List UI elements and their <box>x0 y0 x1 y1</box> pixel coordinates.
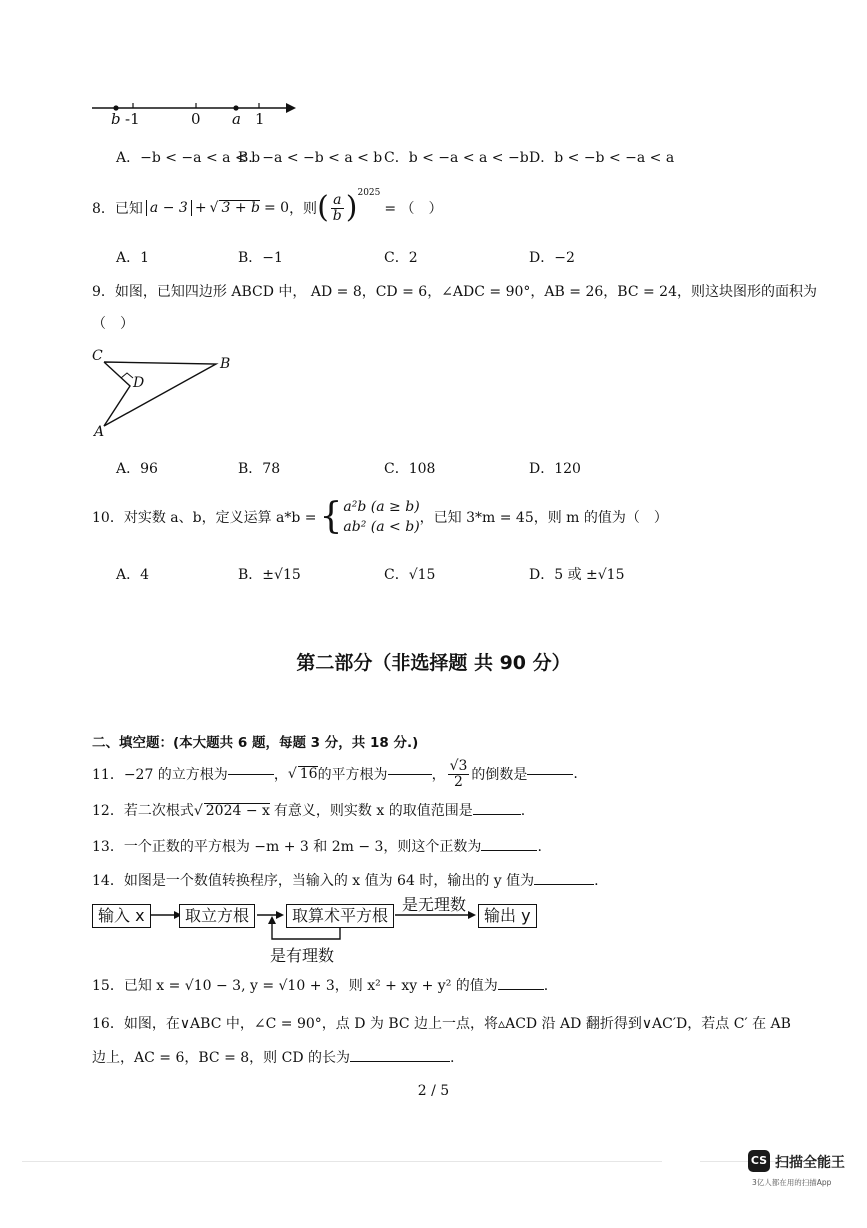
q12-sqrt-sign <box>194 803 203 819</box>
page-number: 2 / 5 <box>417 1083 450 1099</box>
q8-plus: + <box>194 200 207 216</box>
number-line-label-minus1: -1 <box>125 110 140 128</box>
q8-sqrt-expr: 3 + b <box>221 199 260 216</box>
camscanner-brand: 扫描全能王 <box>775 1155 845 1171</box>
q8-eq-zero: = 0 <box>263 200 290 216</box>
q8-then: ，则 <box>289 201 318 217</box>
q9-quadrilateral-figure <box>90 346 240 442</box>
q11-blank-2[interactable] <box>388 774 432 775</box>
number-line-label-0: 0 <box>191 110 201 128</box>
q9-option-d: D．120 <box>529 461 581 477</box>
q7-option-c: C．b < −a < a < −b <box>384 150 529 166</box>
q13-blank[interactable] <box>481 850 537 851</box>
q8-number: 8． <box>92 201 115 217</box>
q10-option-b: B．±√15 <box>238 567 301 583</box>
q10-option-a: A．4 <box>116 567 150 583</box>
q8-text-pre: 已知 <box>114 201 143 217</box>
question-14 <box>92 870 599 890</box>
question-10 <box>92 495 668 539</box>
q9-option-a: A．96 <box>116 461 158 477</box>
q10-text-pre: 10．对实数 a、b，定义运算 a*b = <box>92 510 317 526</box>
q11-frac-num: √3 <box>449 757 468 774</box>
q12-part-2: 有意义，则实数 x 的取值范围是 <box>273 803 473 819</box>
q8-option-c: C．2 <box>384 250 418 266</box>
section2-heading: 二、填空题：(本大题共 6 题，每题 3 分，共 18 分.) <box>92 735 419 751</box>
flow-cube-root-box: 取立方根 <box>179 904 255 928</box>
q8-option-d: D．−2 <box>529 250 575 266</box>
q11-part-4: ， <box>431 767 446 783</box>
q8-frac-num: a <box>331 193 344 209</box>
q14-part-1: 14．如图是一个数值转换程序，当输入的 x 值为 64 时，输出的 y 值为 <box>92 873 535 889</box>
q13-part-1: 13．一个正数的平方根为 −m + 3 和 2m − 3，则这个正数为 <box>92 839 482 855</box>
q15-blank[interactable] <box>498 989 544 990</box>
flow-input-box: 输入 x <box>92 904 151 928</box>
q11-fraction <box>448 759 470 789</box>
q8-paren-right: ) <box>345 190 358 225</box>
flow-irrational-label: 是无理数 <box>402 895 467 914</box>
q10-option-c: C．√15 <box>384 567 436 583</box>
q9-option-b: B．78 <box>238 461 281 477</box>
flow-sqrt-box: 取算术平方根 <box>286 904 394 928</box>
q16-line-2-wrap <box>92 1047 454 1067</box>
question-12 <box>92 800 525 820</box>
q9-paren: （ ） <box>92 316 134 332</box>
q13-end: . <box>537 839 542 855</box>
question-8 <box>92 186 443 230</box>
q14-end: . <box>594 873 599 889</box>
q11-sqrt-16: 16 <box>299 765 318 782</box>
q10-brace: { <box>319 496 343 537</box>
q16-line-1: 16．如图，在∨ABC 中，∠C = 90°，点 D 为 BC 边上一点，将▵ACD 沿 AD 翻折得到∨AC′D，若点 C′ 在 AB <box>92 1016 791 1032</box>
q8-exponent: 2025 <box>357 188 381 198</box>
q10-option-d: D．5 或 ±√15 <box>529 567 625 583</box>
question-15 <box>92 975 548 995</box>
q16-line-2: 边上，AC = 6，BC = 8，则 CD 的长为 <box>92 1050 350 1066</box>
q7-option-b: B．−a < −b < a < b <box>238 150 383 166</box>
q9-text: 9．如图，已知四边形 ABCD 中， AD = 8，CD = 6，∠ADC = 90°，AB = 26，BC = 24，则这块图形的面积为 <box>92 284 817 300</box>
q7-option-a: A．−b < −a < a < b <box>116 150 261 166</box>
q12-part-1: 12．若二次根式 <box>92 803 194 819</box>
q10-cases <box>343 497 419 537</box>
question-11 <box>92 754 578 794</box>
part2-title: 第二部分（非选择题 共 90 分） <box>296 652 571 674</box>
q12-sqrt-expr: 2024 − x <box>205 803 270 819</box>
q15-part-1: 15．已知 x = √10 − 3, y = √10 + 3，则 x² + xy + y² 的值为 <box>92 978 498 994</box>
q8-option-a: A．1 <box>116 250 150 266</box>
q11-blank-3[interactable] <box>527 774 573 775</box>
q7-option-d: D．b < −b < −a < a <box>529 150 675 166</box>
q11-part-2: ， <box>273 767 288 783</box>
camscanner-logo-icon: CS <box>748 1150 770 1172</box>
footer-divider <box>22 1161 662 1162</box>
q9-label-b: B <box>220 356 231 372</box>
q16-end: . <box>450 1050 455 1066</box>
q9-label-d: D <box>133 375 145 391</box>
q9-option-c: C．108 <box>384 461 436 477</box>
q12-blank[interactable] <box>473 814 521 815</box>
q15-end: . <box>543 978 549 994</box>
number-line-label-1: 1 <box>255 110 265 128</box>
number-line-label-b: b <box>111 110 121 128</box>
q10-case-2: ab² (a < b) <box>343 519 420 535</box>
q11-part-1: 11．−27 的立方根为 <box>92 767 228 783</box>
q11-blank-1[interactable] <box>228 774 274 775</box>
q12-end: . <box>520 803 526 819</box>
q8-paren-left: ( <box>317 190 329 225</box>
q10-text-post: ，已知 3*m = 45，则 m 的值为（ ） <box>419 510 668 526</box>
q9-label-c: C <box>92 348 103 364</box>
q11-part-3: 的平方根为 <box>317 767 388 783</box>
q11-sqrt-sign <box>288 766 297 782</box>
q8-option-b: B．−1 <box>238 250 283 266</box>
number-line-label-a: a <box>232 110 241 128</box>
q8-sqrt-sign <box>210 200 219 216</box>
q8-fraction <box>331 193 344 223</box>
q11-frac-den: 2 <box>454 773 463 790</box>
q11-part-5: 的倒数是 <box>471 767 528 783</box>
q11-end: . <box>573 766 578 782</box>
q14-blank[interactable] <box>534 884 594 885</box>
q8-tail: = （ ） <box>384 201 443 217</box>
q8-abs-expr: a − 3 <box>146 200 192 216</box>
q16-blank[interactable] <box>350 1061 450 1062</box>
camscanner-tagline: 3亿人都在用的扫描App <box>752 1178 832 1187</box>
flow-output-box: 输出 y <box>478 904 537 928</box>
question-13 <box>92 836 542 856</box>
q10-case-1: a²b (a ≥ b) <box>343 499 420 515</box>
q9-label-a: A <box>94 424 105 440</box>
q8-frac-den: b <box>332 207 342 224</box>
flow-rational-label: 是有理数 <box>270 946 335 965</box>
